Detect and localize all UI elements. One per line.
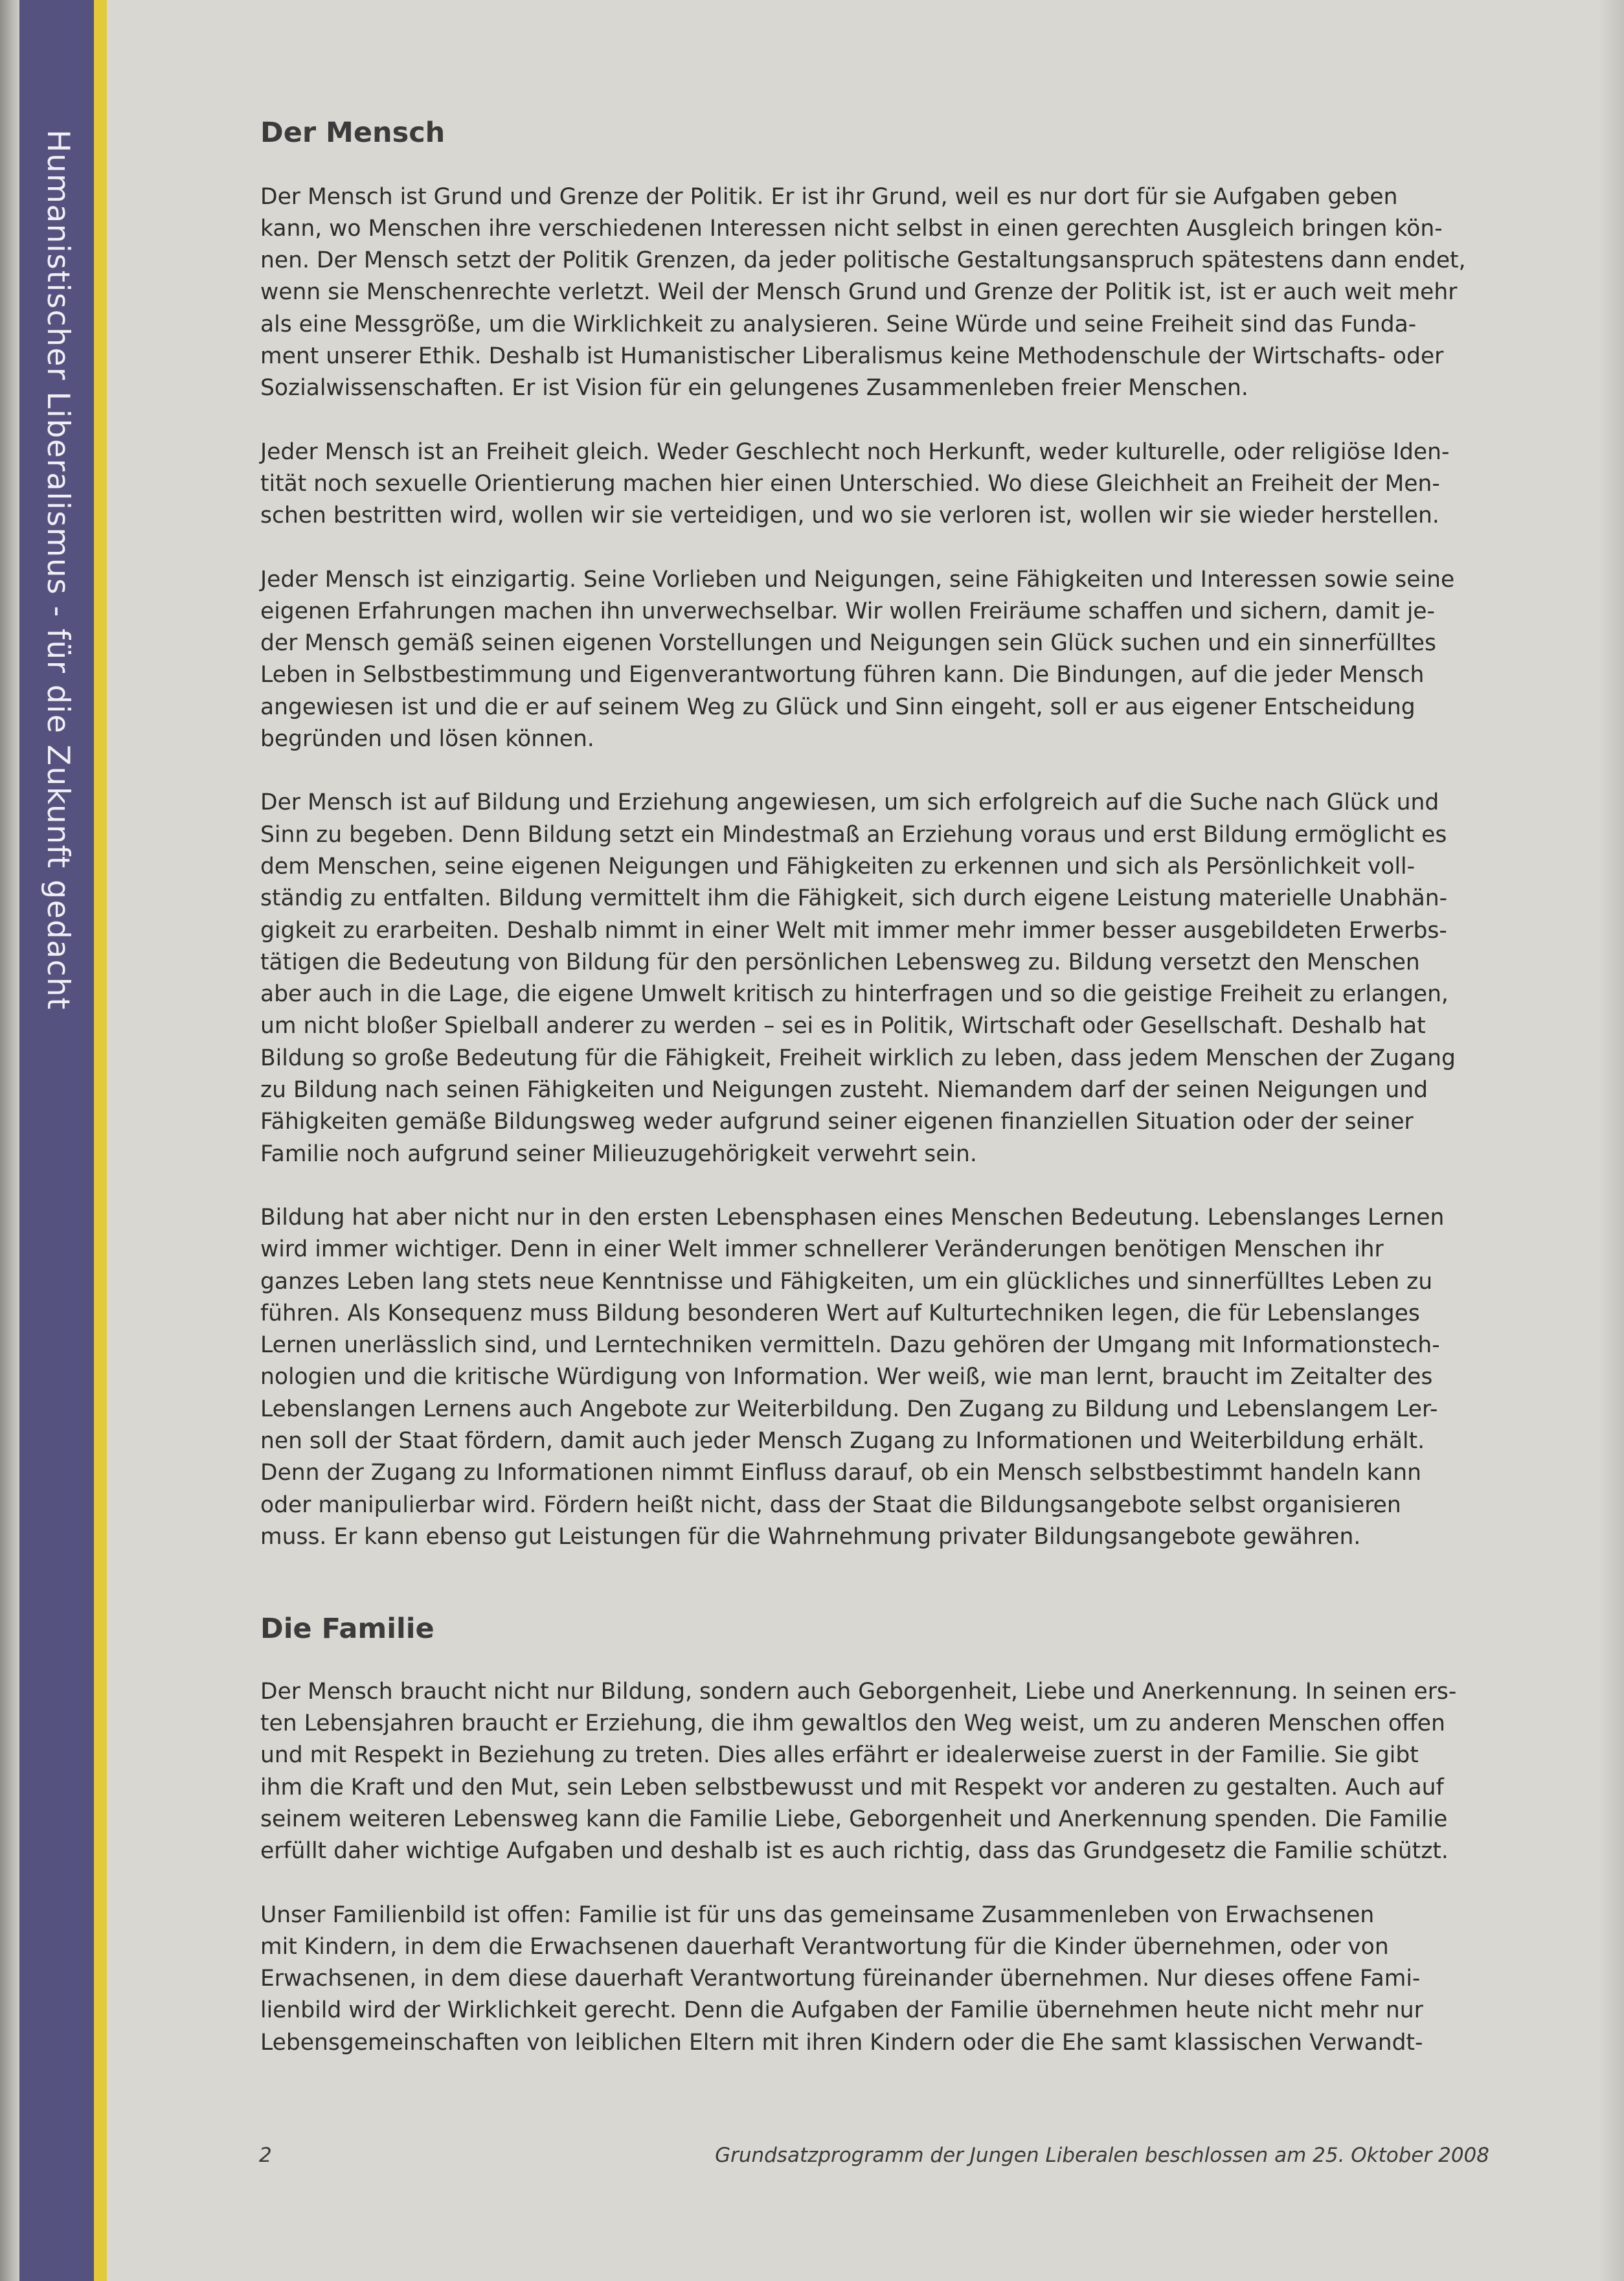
paragraph: Jeder Mensch ist an Freiheit gleich. Weder Geschlecht noch Herkunft, weder kulturelle, oder religiöse Iden- tität noch sexuelle Orientierung machen hier einen Unterschied. Wo diese Gleichheit an Freiheit der Men- schen bestritten wird, wollen wir sie verteidigen, und wo sie verloren ist, wollen wir sie wieder herstellen. (260, 438, 1450, 529)
page-content (260, 117, 1491, 2059)
paragraph: Der Mensch ist Grund und Grenze der Politik. Er ist ihr Grund, weil es nur dort für sie Aufgaben geben kann, wo Menschen ihre verschiedenen Interessen nicht selbst in einen gerechten Ausgleich bringen kön- nen. Der Mensch setzt der Politik Grenzen, da jeder politische Gestaltungsanspruch spätestens dann endet, wenn sie Menschenrechte verletzt. Weil der Mensch Grund und Grenze der Politik ist, ist er auch weit mehr als eine Messgröße, um die Wirklichkeit zu analysieren. Seine Würde und seine Freiheit sind das Funda- ment unserer Ethik. Deshalb ist Humanistischer Liberalismus keine Methodenschule der Wirtschafts- oder Sozialwissenschaften. Er ist Vision für ein gelungenes Zusammenleben freier Menschen. (260, 183, 1466, 402)
paragraph: Unser Familienbild ist offen: Familie ist für uns das gemeinsame Zusammenleben von Erwachsenen mit Kindern, in dem die Erwachsenen dauerhaft Verantwortung für die Kinder übernehmen, oder von Erwachsenen, in dem diese dauerhaft Verantwortung füreinander übernehmen. Nur dieses offene Fami- lienbild wird der Wirklichkeit gerecht. Denn die Aufgaben der Familie übernehmen heute nicht mehr nur Lebensgemeinschaften von leiblichen Eltern mit ihren Kindern oder die Ehe samt klassischen Verwandt- (260, 1901, 1423, 2056)
page-number: 2 (259, 2144, 272, 2167)
paragraph: Jeder Mensch ist einzigartig. Seine Vorlieben und Neigungen, seine Fähigkeiten und Interessen sowie seine eigenen Erfahrungen machen ihn unverwechselbar. Wir wollen Freiräume schaffen und sichern, damit je- der Mensch gemäß seinen eigenen Vorstellungen und Neigungen sein Glück suchen und ein sinnerfülltes Leben in Selbstbestimmung und Eigenverantwortung führen kann. Die Bindungen, auf die jeder Mensch angewiesen ist und die er auf seinem Weg zu Glück und Sinn eingeht, soll er aus eigener Entscheidung begründen und lösen können. (260, 566, 1455, 753)
page-edge-shadow (1598, 0, 1624, 2281)
page-footer (259, 2144, 1489, 2176)
paragraph: Der Mensch braucht nicht nur Bildung, sondern auch Geborgenheit, Liebe und Anerkennung. In seinen ers- ten Lebensjahren braucht er Erziehung, die ihm gewaltlos den Weg weist, um zu anderen Menschen offen und mit Respekt in Beziehung zu treten. Dies alles erfährt er idealerweise zuerst in der Familie. Sie gibt ihm die Kraft und den Mut, sein Leben selbstbewusst und mit Respekt vor anderen zu gestalten. Auch auf seinem weiteren Lebensweg kann die Familie Liebe, Geborgenheit und Anerkennung spenden. Die Familie erfüllt daher wichtige Aufgaben und deshalb ist es auch richtig, dass das Grundgesetz die Familie schützt. (260, 1678, 1457, 1865)
paragraph: Der Mensch ist auf Bildung und Erziehung angewiesen, um sich erfolgreich auf die Suche nach Glück und Sinn zu begeben. Denn Bildung setzt ein Mindestmaß an Erziehung voraus und erst Bildung ermöglicht es dem Menschen, seine eigenen Neigungen und Fähigkeiten zu erkennen und sich als Persönlichkeit voll- ständig zu entfalten. Bildung vermittelt ihm die Fähigkeit, sich durch eigene Leistung materielle Unabhän- gigkeit zu erarbeiten. Deshalb nimmt in einer Welt mit immer mehr immer besser ausgebildeten Erwerbs- tätigen die Bedeutung von Bildung für den persönlichen Lebensweg zu. Bildung versetzt den Menschen aber auch in die Lage, die eigene Umwelt kritisch zu hinterfragen und so die geistige Freiheit zu erlangen, um nicht bloßer Spielball anderer zu werden – sei es in Politik, Wirtschaft oder Gesellschaft. Deshalb hat Bildung so große Bedeutung für die Fähigkeit, Freiheit wirklich zu leben, dass jedem Menschen der Zugang zu Bildung nach seinen Fähigkeiten und Neigungen zusteht. Niemandem darf der seinen Neigungen und Fähigkeiten gemäße Bildungsweg weder aufgrund seiner eigenen finanziellen Situation oder der seiner Familie noch aufgrund seiner Milieuzugehörigkeit verwehrt sein. (260, 789, 1456, 1167)
section-heading-familie: Die Familie (260, 1613, 434, 1646)
spine-title: Humanistischer Liberalismus - für die Zukunft gedacht (40, 130, 76, 1011)
paragraph: Bildung hat aber nicht nur in den ersten Lebensphasen eines Menschen Bedeutung. Lebenslanges Lernen wird immer wichtiger. Denn in einer Welt immer schnellerer Veränderungen benötigen Menschen ihr ganzes Leben lang stets neue Kenntnisse und Fähigkeiten, um ein glückliches und sinnerfülltes Leben zu führen. Als Konsequenz muss Bildung besonderen Wert auf Kulturtechniken legen, die für Lebenslanges Lernen unerlässlich sind, und Lerntechniken vermitteln. Dazu gehören der Umgang mit Informationstech- nologien und die kritische Würdigung von Information. Wer weiß, wie man lernt, braucht im Zeitalter des Lebenslangen Lernens auch Angebote zur Weiterbildung. Den Zugang zu Bildung und Lebenslangem Ler- nen soll der Staat fördern, damit auch jeder Mensch Zugang zu Informationen und Weiterbildung erhält. Denn der Zugang zu Informationen nimmt Einfluss darauf, ob ein Mensch selbstbestimmt handeln kann oder manipulierbar wird. Fördern heißt nicht, dass der Staat die Bildungsangebote selbst organisieren muss. Er kann ebenso gut Leistungen für die Wahrnehmung privater Bildungsangebote gewähren. (260, 1204, 1445, 1550)
spine-accent-stripe (94, 0, 107, 2281)
section-heading-mensch: Der Mensch (260, 117, 445, 149)
footer-caption: Grundsatzprogramm der Jungen Liberalen beschlossen am 25. Oktober 2008 (715, 2144, 1489, 2167)
scan-edge (0, 0, 19, 2281)
